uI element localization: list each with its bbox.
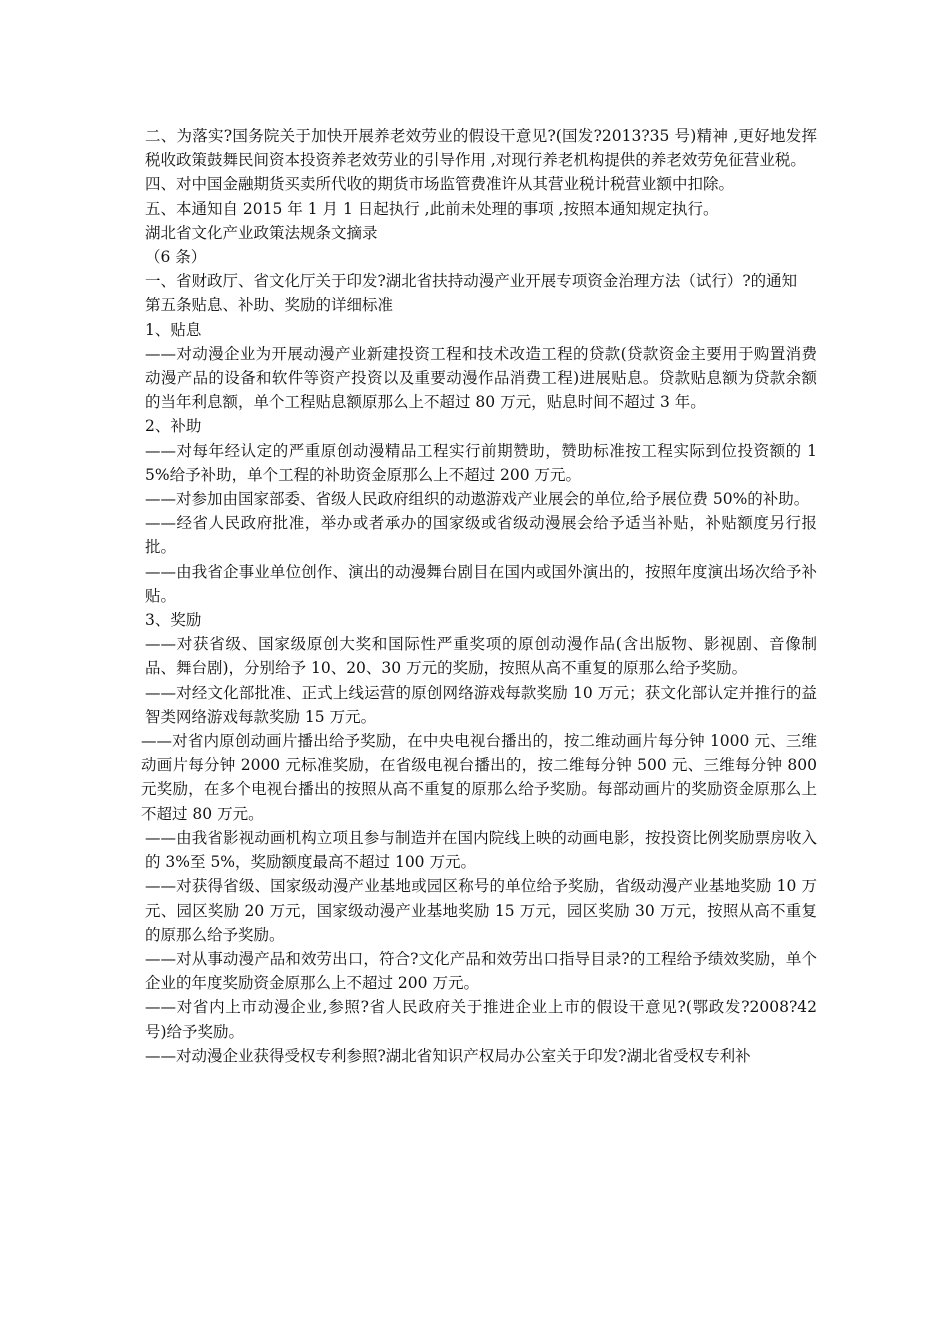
paragraph-expo-booth-subsidy: ——对参加由国家部委、省级人民政府组织的动遨游戏产业展会的单位,给予展位费 50%的补助。 (145, 490, 810, 509)
paragraph-expo-host-subsidy: ——经省人民政府批准，举办或者承办的国家级或省级动漫展会给予适当补贴，补贴额度另行报批。 (145, 514, 817, 557)
paragraph-broadcast-award: ——对省内原创动画片播出给予奖励，在中央电视台播出的，按二维动画片每分钟 1000 元、三维动画片每分钟 2000 元标准奖励，在省级电视台播出的，按二维每分钟 500 元、三维每分钟 800 元奖励，在多个电视台播出的按照从高不重复的原那么给予奖励。每部动画片的奖励资金原那么上不超过 80 万元。 (141, 732, 817, 823)
paragraph-patent-award: ——对动漫企业获得受权专利参照?湖北省知识产权局办公室关于印发?湖北省受权专利补 (145, 1046, 751, 1065)
paragraph-notice-title: 一、省财政厅、省文化厅关于印发?湖北省扶持动漫产业开展专项资金治理方法（试行）?的通知 (145, 272, 798, 291)
heading-interest-subsidy: 1、贴息 (145, 320, 202, 339)
paragraph-futures-fee-deduction: 四、对中国金融期货买卖所代收的期货市场监管费准许从其营业税计税营业额中扣除。 (145, 175, 735, 194)
paragraph-business-tax-exemption: 二、为落实?国务院关于加快开展养老效劳业的假设干意见?(国发?2013?35 号)精神 ,更好地发挥税收政策鼓舞民间资本投资养老效劳业的引导作用 ,对现行养老机构提供的养老效劳免征营业税。 (145, 127, 817, 170)
paragraph-listing-award: ——对省内上市动漫企业,参照?省人民政府关于推进企业上市的假设干意见?(鄂政发?2008?42 号)给予奖励。 (145, 998, 817, 1041)
heading-subsidy: 2、补助 (145, 417, 202, 436)
heading-award: 3、奖励 (145, 611, 202, 630)
paragraph-article-five: 第五条贴息、补助、奖励的详细标准 (145, 296, 394, 315)
paragraph-export-award: ——对从事动漫产品和效劳出口，符合?文化产品和效劳出口指导目录?的工程给予绩效奖励，单个企业的年度奖励资金原那么上不超过 200 万元。 (145, 949, 817, 993)
paragraph-stage-performance-subsidy: ——由我省企事业单位创作、演出的动漫舞台剧目在国内或国外演出的，按照年度演出场次给予补贴。 (145, 562, 817, 605)
section-title-hubei-policy: 湖北省文化产业政策法规条文摘录 (145, 223, 378, 242)
paragraph-film-box-office-award: ——由我省影视动画机构立项且参与制造并在国内院线上映的动画电影，按投资比例奖励票房收入的 3%至 5%，奖励额度最高不超过 100 万元。 (145, 828, 817, 872)
paragraph-online-game-award: ——对经文化部批准、正式上线运营的原创网络游戏每款奖励 10 万元；获文化部认定并推行的益智类网络游戏每款奖励 15 万元。 (145, 683, 817, 726)
paragraph-prize-award: ——对获省级、国家级原创大奖和国际性严重奖项的原创动漫作品(含出版物、影视剧、音像制品、舞台剧)，分别给予 10、20、30 万元的奖励，按照从高不重复的原那么给予奖励。 (145, 635, 817, 678)
document-page (141, 124, 817, 1068)
paragraph-industry-base-award: ——对获得省级、国家级动漫产业基地或园区称号的单位给予奖励，省级动漫产业基地奖励 10 万元、园区奖励 20 万元，国家级动漫产业基地奖励 15 万元，园区奖励 30 万元，按照从高不重复的原那么给予奖励。 (145, 877, 817, 944)
paragraph-loan-interest: ——对动漫企业为开展动漫产业新建投资工程和技术改造工程的贷款(贷款资金主要用于购置消费动漫产品的设备和软件等资产投资以及重要动漫作品消费工程)进展贴息。贷款贴息额为贷款余额的当年利息额，单个工程贴息额原那么上不超过 80 万元，贴息时间不超过 3 年。 (145, 344, 817, 412)
section-count: （6 条） (145, 248, 207, 267)
paragraph-original-project-subsidy: ——对每年经认定的严重原创动漫精品工程实行前期赞助，赞助标准按工程实际到位投资额的 15%给予补助，单个工程的补助资金原那么上不超过 200 万元。 (145, 441, 817, 484)
paragraph-effective-date: 五、本通知自 2015 年 1 月 1 日起执行 ,此前未处理的事项 ,按照本通知规定执行。 (145, 199, 719, 218)
